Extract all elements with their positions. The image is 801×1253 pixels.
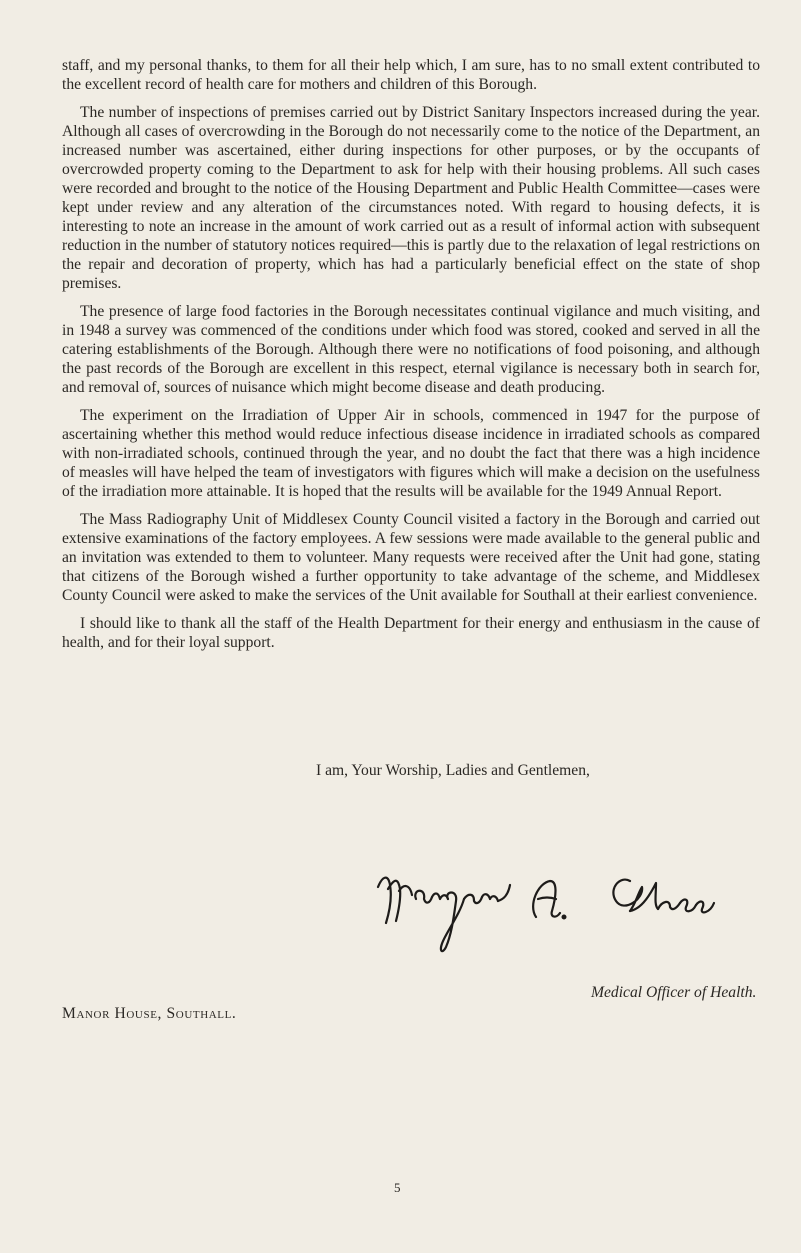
- paragraph-5: The Mass Radiography Unit of Middlesex County Council visited a factory in the Borough and carried out extensive examinations of the factory employees. A few sessions were made available to the general public and an invitation was extended to them to volunteer. Many requests were received after the Unit had gone, stating that citizens of the Borough wished a further opportunity to take advantage of the scheme, and Middlesex County Council were asked to make the services of the Unit available for Southall at their earliest convenience.: [62, 511, 760, 604]
- paragraph-3: The presence of large food factories in the Borough necessitates continual vigilance and much visiting, and in 1948 a survey was commenced of the conditions under which food was stored, cooked and served in all the catering establishments of the Borough. Although there were no notifications of food poisoning, and although the past records of the Borough are excellent in this respect, eternal vigilance is necessary both in search for, and removal of, sources of nuisance which might become disease and death producing.: [62, 303, 760, 396]
- closing-salutation: I am, Your Worship, Ladies and Gentlemen,: [316, 762, 590, 779]
- paragraph-4: The experiment on the Irradiation of Upper Air in schools, commenced in 1947 for the purpose of ascertaining whether this method would reduce infectious disease incidence in irradiated schools as compared with non-irradiated schools, continued through the year, and no doubt the fact that there was a high incidence of measles will have helped the team of investigators with figures which will make a decision on the usefulness of the irradiation more attainable. It is hoped that the results will be available for the 1949 Annual Report.: [62, 407, 760, 500]
- page-number: 5: [394, 1180, 401, 1195]
- paragraph-6: I should like to thank all the staff of the Health Department for their energy and enthusiasm in the cause of health, and for their loyal support.: [62, 615, 760, 651]
- address: Manor House, Southall.: [62, 1005, 237, 1022]
- signatory-title: Medical Officer of Health.: [591, 984, 757, 1001]
- handwritten-signature: [368, 855, 748, 965]
- document-body: [62, 56, 760, 652]
- paragraph-1: staff, and my personal thanks, to them for all their help which, I am sure, has to no small extent contributed to the excellent record of health care for mothers and children of this Borough.: [62, 57, 760, 93]
- paragraph-2: The number of inspections of premises carried out by District Sanitary Inspectors increased during the year. Although all cases of overcrowding in the Borough do not necessarily come to the notice of the Department, an increased number was ascertained, either during inspections for other purposes, or by the occupants of overcrowded property coming to the Department to ask for help with their housing problems. All such cases were recorded and brought to the notice of the Housing Department and Public Health Committee—cases were kept under review and any alteration of the circumstances noted. With regard to housing defects, it is interesting to note an increase in the amount of work carried out as a result of informal action with subsequent reduction in the number of statutory notices required—this is partly due to the relaxation of legal restrictions on the repair and decoration of property, which has had a particularly beneficial effect on the state of shop premises.: [62, 104, 760, 292]
